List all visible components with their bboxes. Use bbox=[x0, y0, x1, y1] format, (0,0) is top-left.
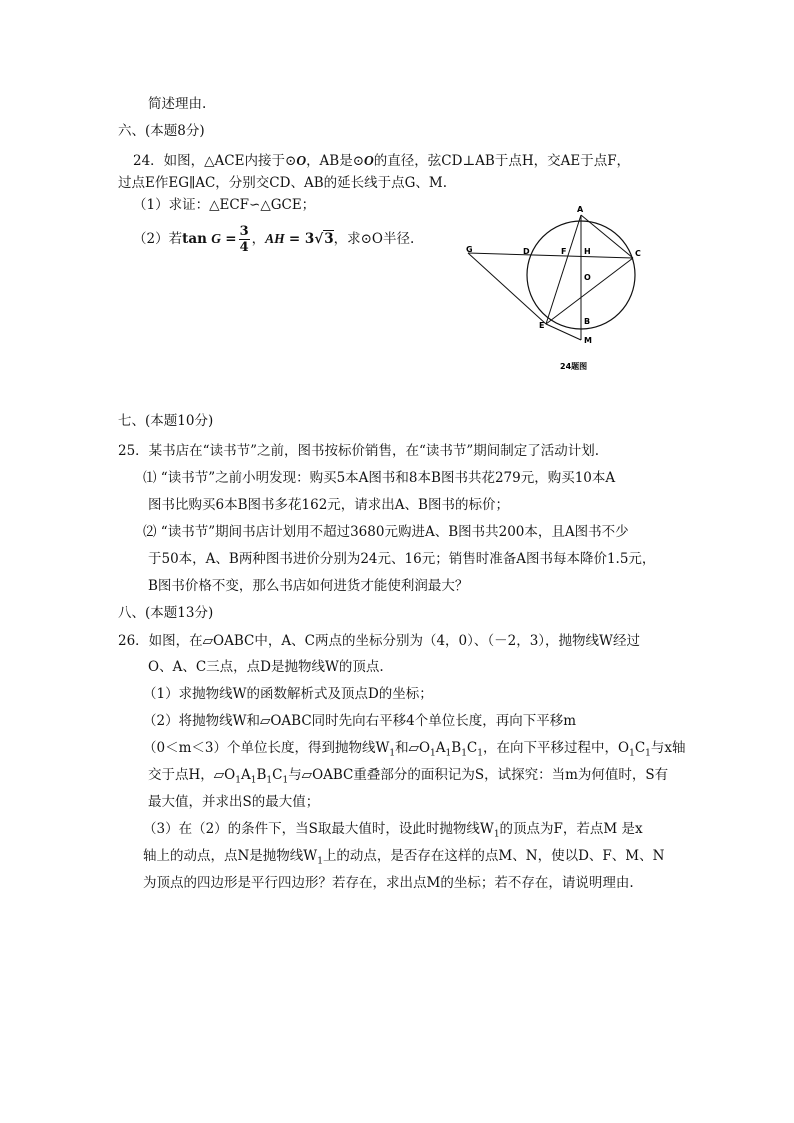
sqrt-symbol: √ bbox=[314, 231, 324, 247]
q25-part1-a: ⑴ “读书节”之前小明发现：购买5本A图书和8本B图书共花279元，购买10本A bbox=[143, 470, 616, 486]
label-b: B bbox=[584, 317, 591, 326]
label-m: M bbox=[584, 336, 592, 345]
section-6-heading: 六、(本题8分) bbox=[118, 123, 205, 139]
q26-part2-b: （0＜m＜3）个单位长度，得到抛物线$W_1$和$▱O_1A_1B_1C_1$，在向下平移过程中，$O_1C_1$与x轴 bbox=[143, 740, 686, 759]
q25-part1-b: 图书比购买6本B图书多花162元，请求出A、B图书的标价； bbox=[148, 497, 509, 513]
q25-part2-c: B图书价格不变，那么书店如何进货才能使利润最大？ bbox=[148, 578, 469, 594]
q26-part2-c: 交于点H，$▱O_1A_1B_1C_1$与▱OABC重叠部分的面积记为S，试探究：当m为何值时，S有 bbox=[148, 767, 669, 786]
q25-part2-b: 于50本，A、B两种图书进价分别为24元、16元；销售时准备A图书每本降价1.5元， bbox=[148, 551, 656, 567]
q26-part2-d: 最大值，并求出S的最大值； bbox=[148, 794, 320, 810]
figure-24 bbox=[460, 200, 660, 380]
label-h: H bbox=[584, 247, 591, 256]
label-a: A bbox=[577, 205, 584, 214]
figure-caption: 24题图 bbox=[560, 362, 588, 371]
line-ga-tangent bbox=[468, 253, 633, 258]
label-f: F bbox=[561, 247, 567, 256]
fraction-3-4: $\frac{3}{4}$ bbox=[239, 224, 249, 255]
line-ae bbox=[546, 215, 581, 324]
label-c: C bbox=[635, 249, 641, 258]
q24-line1: 24．如图，△ACE内接于⊙O，AB是⊙O的直径，弦CD⊥AB于点H，交AE于点F， bbox=[133, 153, 631, 169]
q26-part2-a: （2）将抛物线W和▱OABC同时先向右平移4个单位长度，再向下平移m bbox=[143, 713, 577, 729]
q24-part1: （1）求证：△ECF∽△GCE； bbox=[133, 197, 316, 213]
q24-part2: （2）若tan G = $\frac{3}{4}$ ，AH = 3√3，求⊙O半径. bbox=[133, 224, 415, 255]
label-e: E bbox=[539, 321, 545, 330]
q25-part2-a: ⑵ “读书节”期间书店计划用不超过3680元购进A、B图书共200本，且A图书不少 bbox=[143, 524, 629, 540]
section-7-heading: 七、(本题10分) bbox=[118, 413, 214, 429]
q26-part3-b: 轴上的动点，点N是抛物线$W_1$上的动点，是否存在这样的点M、N，使以D、F、M、N bbox=[143, 848, 665, 867]
label-o: O bbox=[584, 273, 591, 282]
label-g: G bbox=[466, 245, 473, 254]
q26-part3-a: （3）在（2）的条件下，当S取最大值时，设此时抛物线$W_1$的顶点为F，若点M 是x bbox=[143, 821, 643, 840]
q24-line2: 过点E作EG∥AC，分别交CD、AB的延长线于点G、M. bbox=[118, 175, 448, 191]
q25-stem: 25．某书店在“读书节”之前，图书按标价销售，在“读书节”期间制定了活动计划. bbox=[118, 443, 600, 459]
line-ec bbox=[546, 258, 633, 324]
q26-part1: （1）求抛物线W的函数解析式及顶点D的坐标； bbox=[143, 686, 433, 702]
q26-stem-b: O、A、C三点，点D是抛物线W的顶点. bbox=[148, 659, 384, 675]
q26-stem-a: 26．如图，在▱OABC中，A、C两点的坐标分别为（4，0）、（－2，3），抛物线W经过 bbox=[118, 633, 640, 649]
section-8-heading: 八、(本题13分) bbox=[118, 605, 214, 621]
line-brief-reason: 简述理由. bbox=[148, 96, 207, 112]
q26-part3-c: 为顶点的四边形是平行四边形？若存在，求出点M的坐标；若不存在，请说明理由. bbox=[143, 875, 634, 891]
line-ge bbox=[468, 253, 546, 324]
label-d: D bbox=[523, 247, 530, 256]
